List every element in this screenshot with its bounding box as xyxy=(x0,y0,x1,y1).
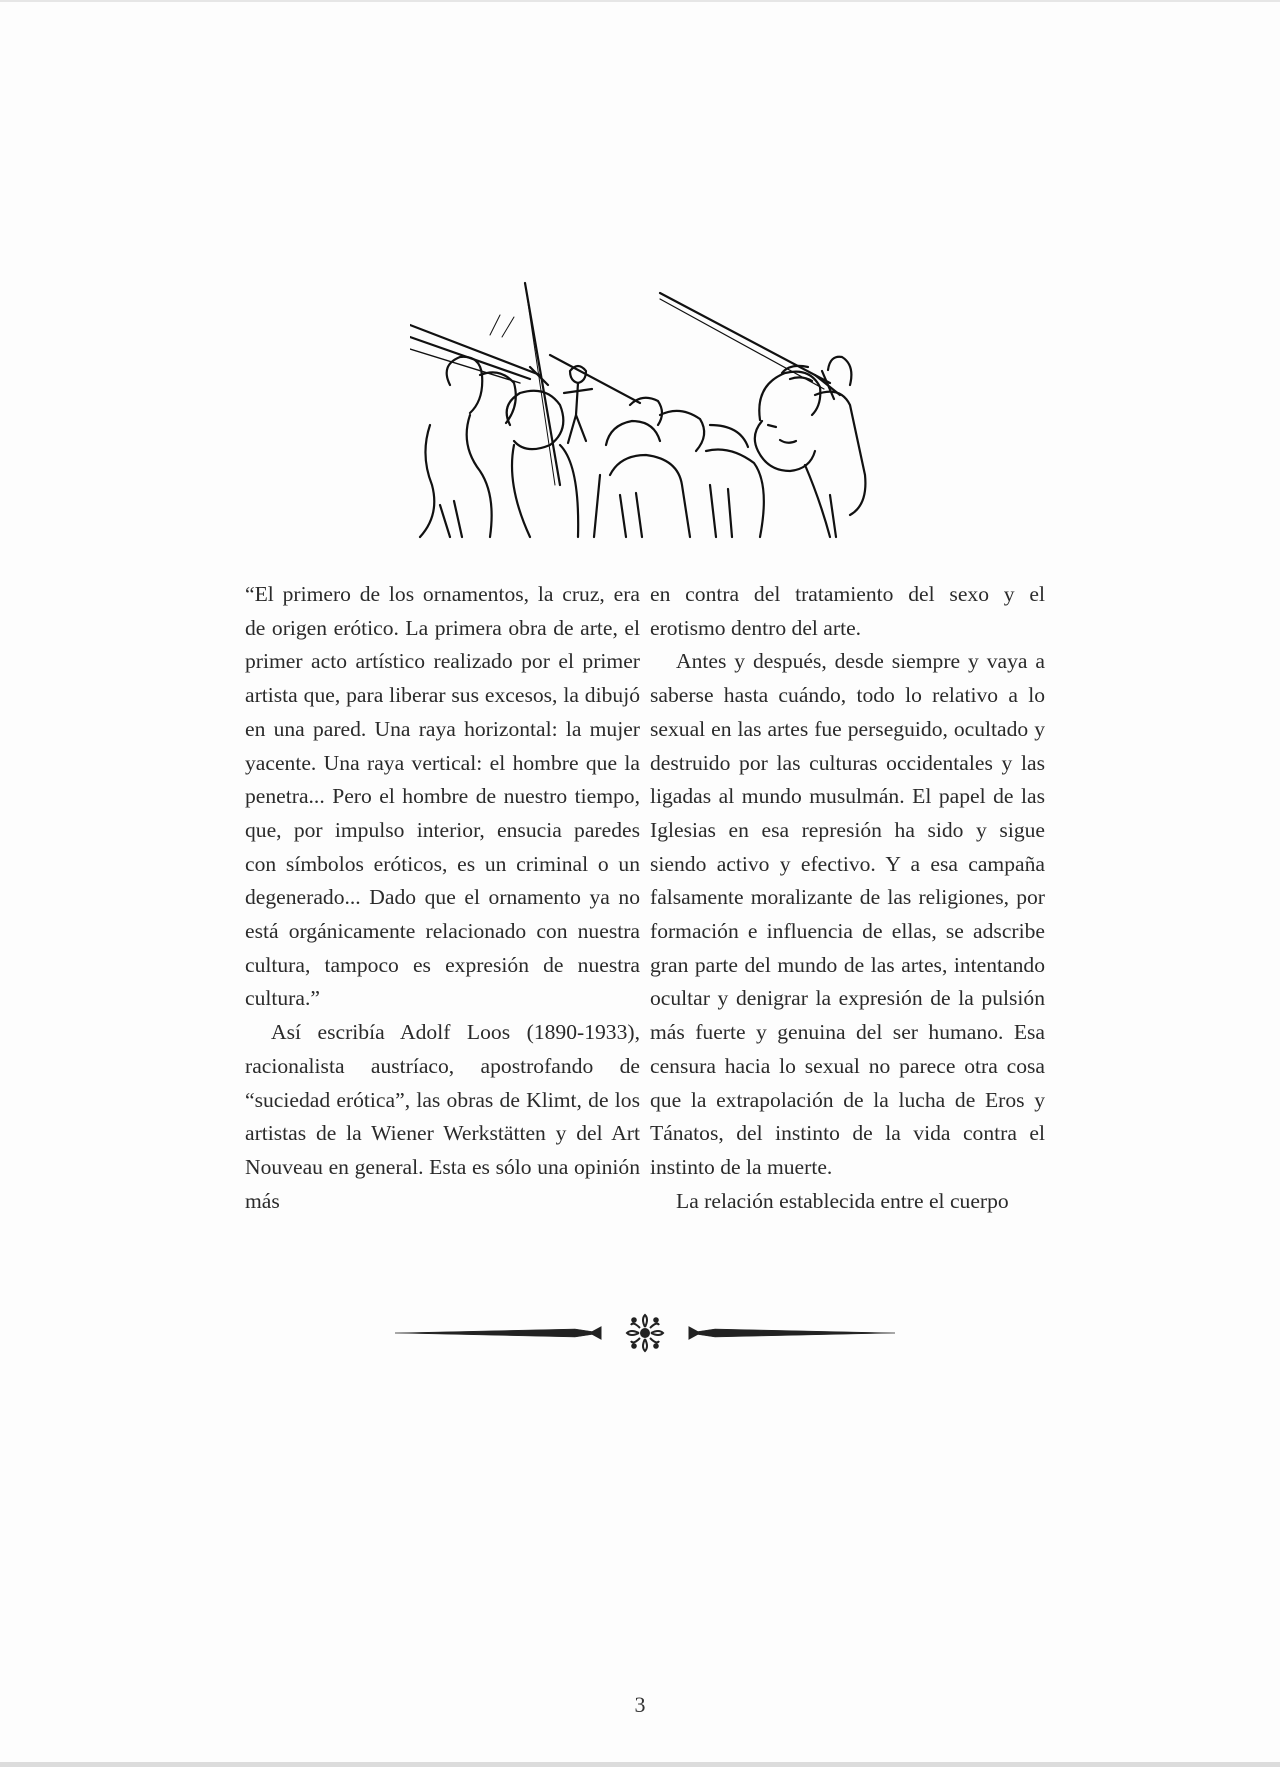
battle-illustration xyxy=(410,275,880,545)
paragraph: Así escribía Adolf Loos (1890-1933), racionalista austríaco, apostrofando de “suciedad erótica”, las obras de Klimt, de los artistas de la Wiener Werkstätten y del Art Nouveau en general. Esta es sólo una opinión más xyxy=(245,1020,640,1213)
paragraph: Antes y después, desde siempre y vaya a saberse hasta cuándo, todo lo relativo a lo sexual en las artes fue perseguido, ocultado y destruido por las culturas occidentales y las ligadas al mundo musulmán. El papel de las Iglesias en esa represión ha sido y sigue siendo activo y efectivo. Y a esa campaña falsamente moralizante de las religiones, por formación e influencia de ellas, se adscribe gran parte del mundo de las artes, intentando ocultar y denigrar la expresión de la pulsión más fuerte y genuina del ser humano. Esa censura hacia lo sexual no parece otra cosa que la extrapolación de la lucha de Eros y Tánatos, del instinto de la vida contra el instinto de la muerte. xyxy=(650,649,1045,1179)
page-top-edge xyxy=(0,0,1280,2)
paragraph: La relación establecida entre el cuerpo xyxy=(676,1188,1009,1213)
page-bottom-edge xyxy=(0,1762,1280,1767)
text-column-right xyxy=(650,578,1045,1218)
page-number: 3 xyxy=(634,1692,646,1717)
text-column-left xyxy=(245,578,640,1218)
paragraph-quote: “El primero de los ornamentos, la cruz, era de origen erótico. La primera obra de arte, el primer acto artístico realizado por el primer artista que, para liberar sus excesos, la dibujó en una pared. Una raya horizontal: la mujer yacente. Una raya vertical: el hombre que la penetra... Pero el hombre de nuestro tiempo, que, por impulso interior, ensucia paredes con símbolos eróticos, es un criminal o un degenerado... Dado que el ornamento ya no está orgánicamente relacionado con nuestra cultura, tampoco es expresión de nuestra cultura.” xyxy=(245,582,640,1011)
paragraph-continuation: en contra del tratamiento del sexo y el erotismo dentro del arte. xyxy=(650,582,1045,640)
floral-divider-icon xyxy=(395,1308,895,1358)
